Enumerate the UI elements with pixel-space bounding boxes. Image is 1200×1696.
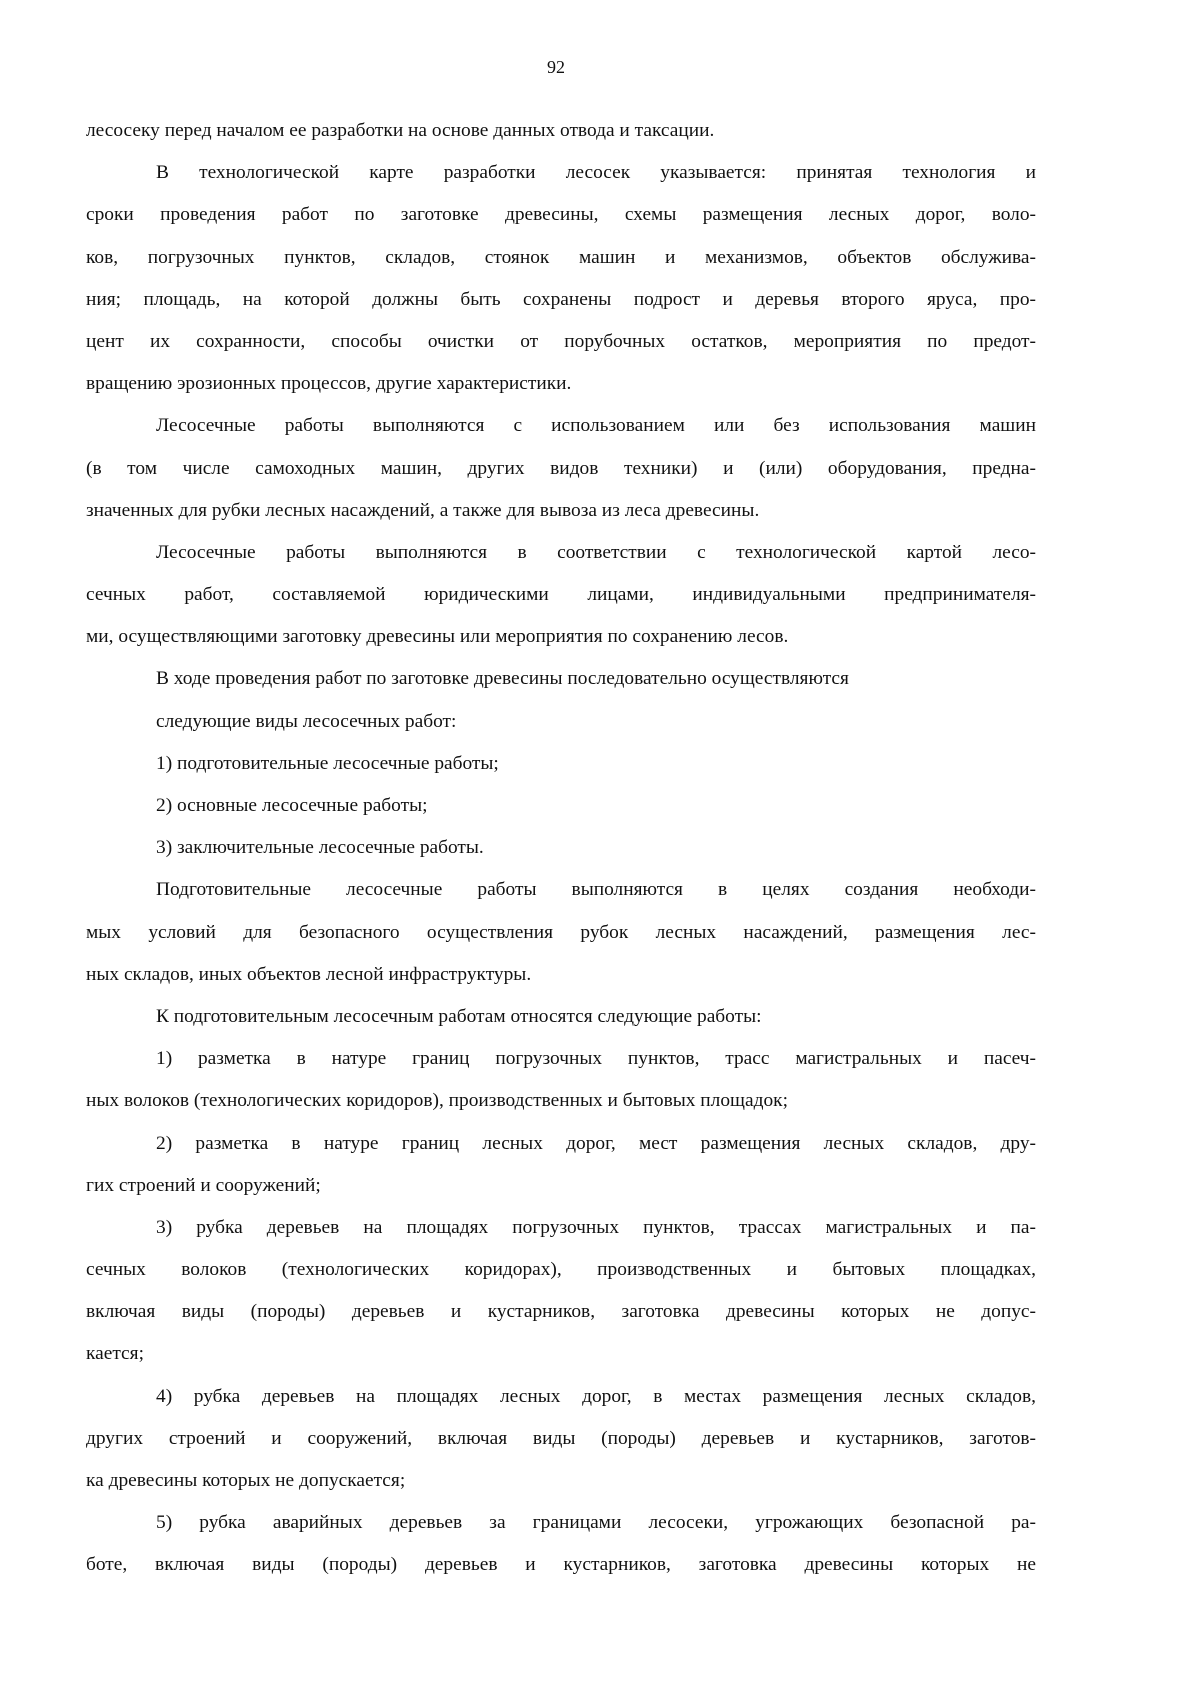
text-line: цент их сохранности, способы очистки от порубочных остатков, мероприятия по предот- (86, 330, 1036, 352)
list-item: 2) основные лесосечные работы; (156, 795, 428, 816)
text-line: ных волоков (технологических коридоров), производственных и бытовых площадок; (86, 1090, 788, 1112)
text-line: Лесосечные работы выполняются с использованием или без использования машин (156, 415, 1036, 437)
text-line: лесосеку перед началом ее разработки на основе данных отвода и таксации. (86, 120, 715, 141)
text-line: других строений и сооружений, включая виды (породы) деревьев и кустарников, заготов- (86, 1427, 1036, 1449)
text-line: В технологической карте разработки лесосек указывается: принятая технология и (156, 162, 1036, 184)
list-item: 5) рубка аварийных деревьев за границами лесосеки, угрожающих безопасной ра- (156, 1512, 1036, 1534)
text-line: (в том числе самоходных машин, других видов техники) и (или) оборудования, предна- (86, 457, 1036, 479)
text-line: значенных для рубки лесных насаждений, а также для вывоза из леса древесины. (86, 499, 760, 521)
list-item: 4) рубка деревьев на площадях лесных дорог, в местах размещения лесных складов, (156, 1385, 1036, 1407)
list-item: 1) разметка в натуре границ погрузочных пунктов, трасс магистральных и пасеч- (156, 1048, 1036, 1070)
text-line: В ходе проведения работ по заготовке древесины последовательно осуществляются (156, 668, 849, 690)
text-line: сечных работ, составляемой юридическими лицами, индивидуальными предпринимателя- (86, 584, 1036, 606)
text-line: ка древесины которых не допускается; (86, 1470, 406, 1491)
text-line: К подготовительным лесосечным работам относятся следующие работы: (156, 1005, 762, 1027)
list-item: 1) подготовительные лесосечные работы; (156, 752, 499, 774)
list-item: 2) разметка в натуре границ лесных дорог, мест размещения лесных складов, дру- (156, 1132, 1036, 1154)
text-line: сроки проведения работ по заготовке древесины, схемы размещения лесных дорог, воло- (86, 204, 1036, 226)
text-line: ми, осуществляющими заготовку древесины или мероприятия по сохранению лесов. (86, 626, 789, 648)
text-line: ков, погрузочных пунктов, складов, стоянок машин и механизмов, объектов обслужива- (86, 246, 1036, 268)
page-number: 92 (547, 57, 565, 77)
text-line: мых условий для безопасного осуществления рубок лесных насаждений, размещения лес- (86, 921, 1036, 943)
text-line: боте, включая виды (породы) деревьев и кустарников, заготовка древесины которых не (86, 1554, 1036, 1576)
list-item: 3) рубка деревьев на площадях погрузочных пунктов, трассах магистральных и па- (156, 1216, 1036, 1238)
text-line: Подготовительные лесосечные работы выполняются в целях создания необходи- (156, 879, 1036, 901)
text-line: следующие виды лесосечных работ: (156, 710, 457, 732)
text-line: ных складов, иных объектов лесной инфраструктуры. (86, 963, 532, 985)
text-line: ния; площадь, на которой должны быть сохранены подрост и деревья второго яруса, про- (86, 288, 1036, 310)
text-line: кается; (86, 1343, 144, 1365)
text-line: гих строений и сооружений; (86, 1174, 321, 1196)
text-line: сечных волоков (технологических коридорах), производственных и бытовых площадках, (86, 1259, 1036, 1281)
text-line: включая виды (породы) деревьев и кустарников, заготовка древесины которых не допус- (86, 1301, 1036, 1323)
text-line: Лесосечные работы выполняются в соответствии с технологической картой лесо- (156, 541, 1036, 563)
page-body (86, 110, 1036, 1587)
list-item: 3) заключительные лесосечные работы. (156, 837, 484, 859)
text-line: вращению эрозионных процессов, другие характеристики. (86, 373, 572, 395)
